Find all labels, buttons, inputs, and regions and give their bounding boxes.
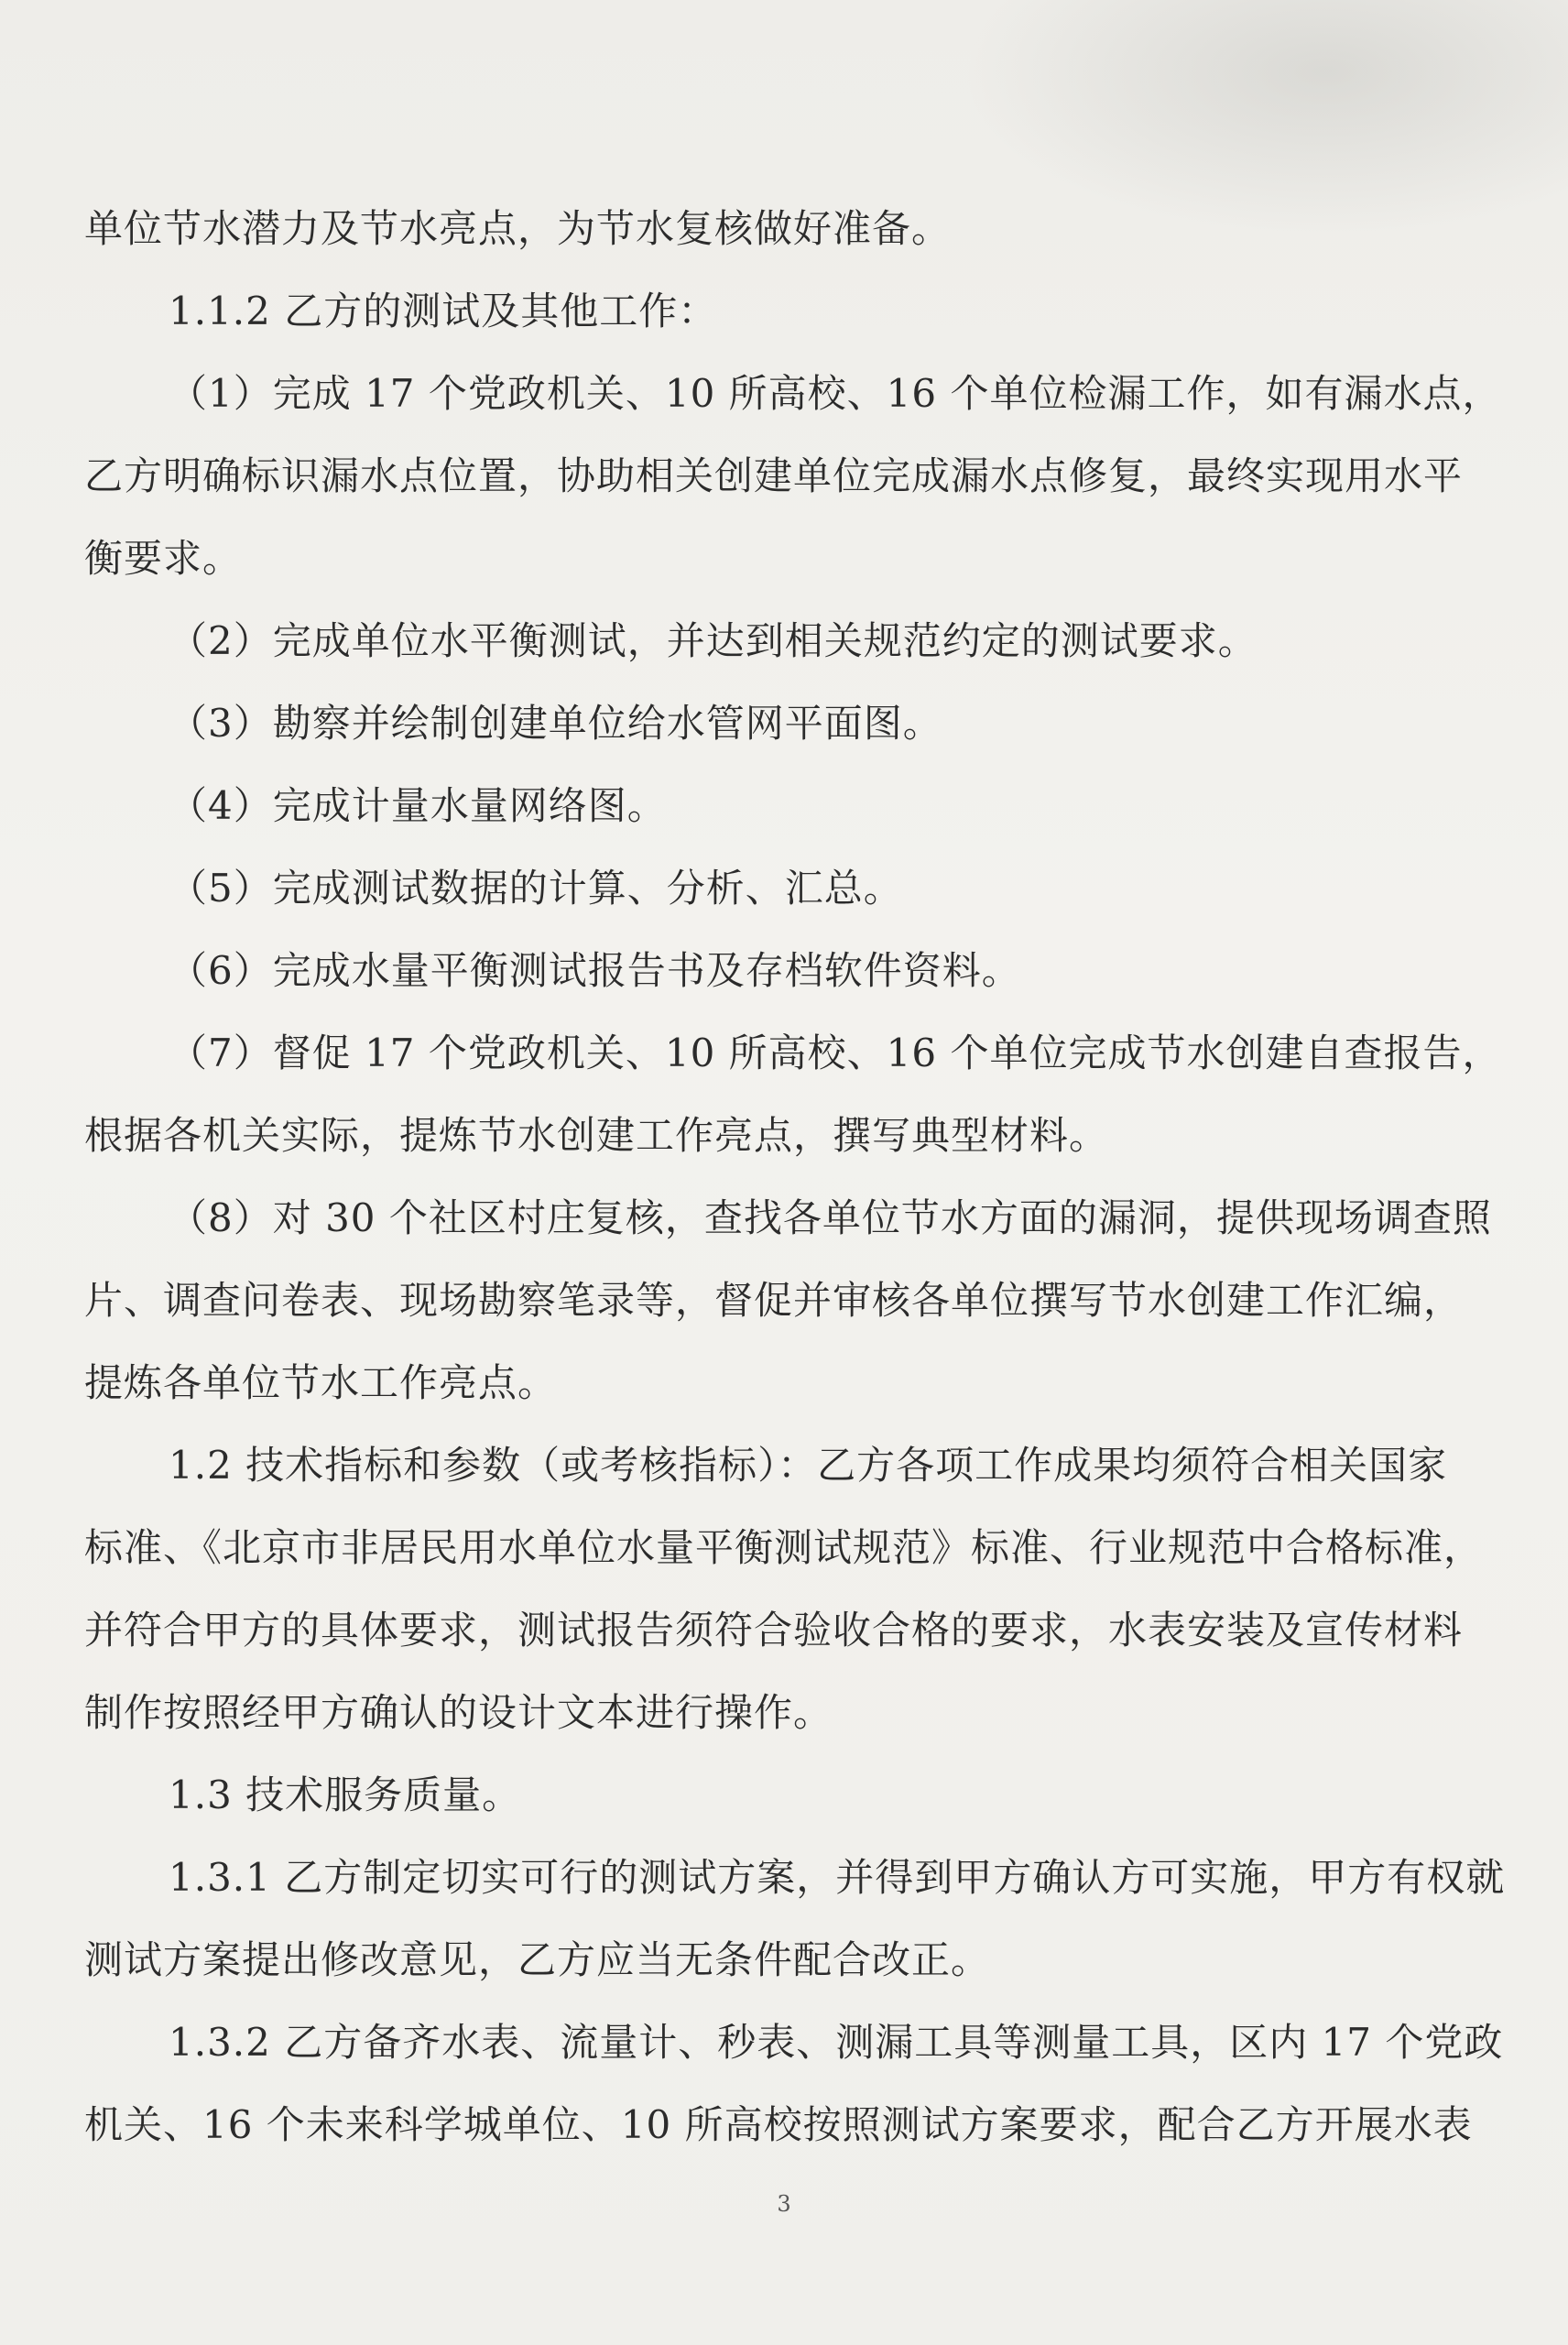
text-line: 1.2 技术指标和参数（或考核指标）：乙方各项工作成果均须符合相关国家 (169, 1443, 1448, 1488)
text-line: 机关、16 个未来科学城单位、10 所高校按照测试方案要求，配合乙方开展水表 (84, 2102, 1473, 2147)
text-line: 单位节水潜力及节水亮点，为节水复核做好准备。 (84, 206, 952, 251)
text-line: 提炼各单位节水工作亮点。 (84, 1360, 558, 1405)
text-line: 制作按照经甲方确认的设计文本进行操作。 (84, 1690, 833, 1735)
text-line: 测试方案提出修改意见，乙方应当无条件配合改正。 (84, 1937, 991, 1982)
text-line: 并符合甲方的具体要求，测试报告须符合验收合格的要求，水表安装及宣传材料 (84, 1608, 1464, 1652)
text-line: 根据各机关实际，提炼节水创建工作亮点，撰写典型材料。 (84, 1113, 1109, 1158)
text-line: （7）督促 17 个党政机关、10 所高校、16 个单位完成节水创建自查报告， (169, 1031, 1502, 1075)
text-line: 片、调查问卷表、现场勘察笔录等，督促并审核各单位撰写节水创建工作汇编， (84, 1278, 1464, 1323)
text-line: （4）完成计量水量网络图。 (169, 783, 667, 828)
page-number: 3 (777, 2191, 791, 2217)
text-line: 1.3 技术服务质量。 (169, 1772, 522, 1817)
document-body (84, 188, 1506, 2166)
text-line: 衡要求。 (84, 536, 243, 581)
text-line: 1.3.2 乙方备齐水表、流量计、秒表、测漏工具等测量工具，区内 17 个党政 (169, 2020, 1504, 2065)
text-line: （2）完成单位水平衡测试，并达到相关规范约定的测试要求。 (169, 618, 1258, 663)
text-line: （1）完成 17 个党政机关、10 所高校、16 个单位检漏工作，如有漏水点， (169, 371, 1502, 416)
text-line: （3）勘察并绘制创建单位给水管网平面图。 (169, 701, 942, 746)
text-line: （6）完成水量平衡测试报告书及存档软件资料。 (169, 948, 1021, 993)
text-line: 1.3.1 乙方制定切实可行的测试方案，并得到甲方确认方可实施，甲方有权就 (169, 1855, 1506, 1900)
text-line: （5）完成测试数据的计算、分析、汇总。 (169, 866, 903, 911)
text-line: 乙方明确标识漏水点位置，协助相关创建单位完成漏水点修复，最终实现用水平 (84, 453, 1464, 498)
text-line: 标准、《北京市非居民用水单位水量平衡测试规范》标准、行业规范中合格标准， (84, 1525, 1484, 1570)
text-line: （8）对 30 个社区村庄复核，查找各单位节水方面的漏洞，提供现场调查照 (169, 1195, 1492, 1240)
text-line: 1.1.2 乙方的测试及其他工作： (169, 289, 718, 333)
